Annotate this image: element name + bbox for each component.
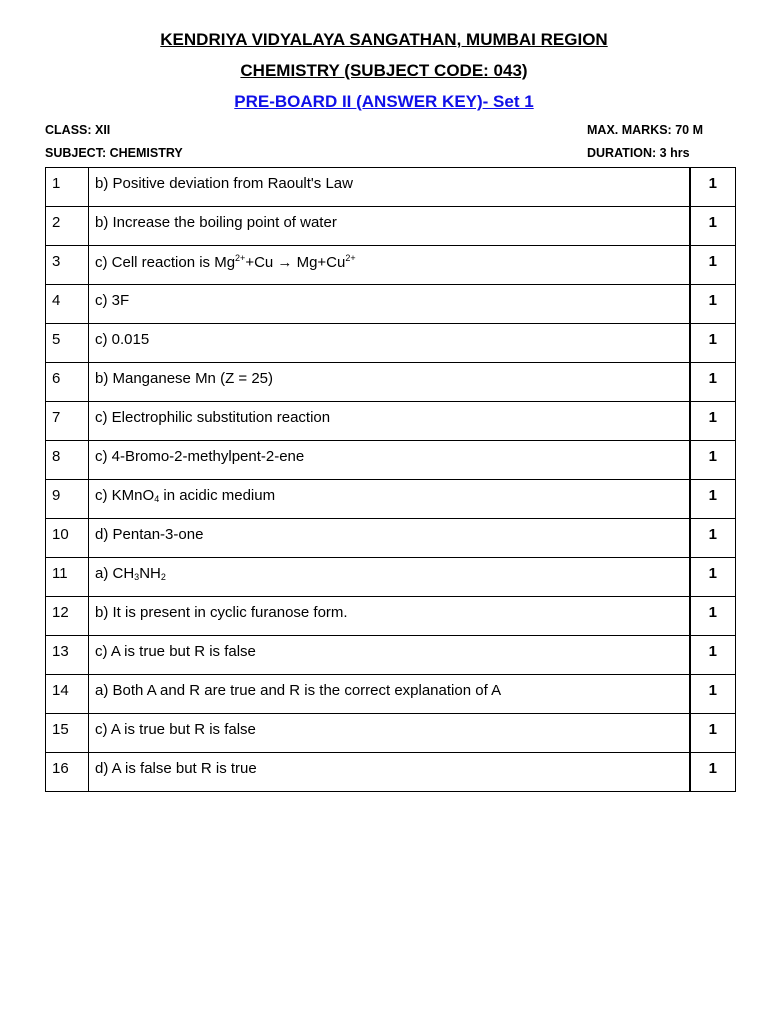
table-row: [46, 441, 736, 480]
marks-cell: 1: [690, 441, 736, 480]
answer-text: [89, 480, 690, 519]
table-row: [46, 324, 736, 363]
marks-cell: 1: [690, 753, 736, 792]
question-number: 5: [46, 324, 89, 363]
answer-text: d) A is false but R is true: [89, 753, 690, 792]
table-row: [46, 246, 736, 285]
question-number: 13: [46, 636, 89, 675]
answer-text: a) Both A and R are true and R is the correct explanation of A: [89, 675, 690, 714]
document-title: KENDRIYA VIDYALAYA SANGATHAN, MUMBAI REGION: [160, 30, 608, 49]
marks-cell: 1: [690, 480, 736, 519]
answer-text-part: a) CH: [95, 565, 135, 582]
answer-text: [89, 246, 690, 285]
table-row: [46, 675, 736, 714]
marks-cell: 1: [690, 675, 736, 714]
question-number: 10: [46, 519, 89, 558]
table-row: [46, 753, 736, 792]
question-number: 14: [46, 675, 89, 714]
charge-superscript: 2+: [235, 253, 246, 263]
table-row: [46, 558, 736, 597]
table-row: [46, 636, 736, 675]
subject-code-heading: CHEMISTRY (SUBJECT CODE: 043): [240, 61, 528, 80]
marks-cell: 1: [690, 285, 736, 324]
table-row: [46, 714, 736, 753]
answer-text: c) Electrophilic substitution reaction: [89, 402, 690, 441]
marks-cell: 1: [690, 714, 736, 753]
question-number: 7: [46, 402, 89, 441]
answer-text: c) 0.015: [89, 324, 690, 363]
answer-key-heading: PRE-BOARD II (ANSWER KEY)- Set 1: [234, 92, 534, 111]
marks-cell: 1: [690, 363, 736, 402]
table-row: [46, 402, 736, 441]
table-row: [46, 285, 736, 324]
question-number: 12: [46, 597, 89, 636]
table-row: [46, 363, 736, 402]
table-row: [46, 168, 736, 207]
subject-label: SUBJECT: CHEMISTRY: [45, 146, 183, 160]
answer-text: b) It is present in cyclic furanose form.: [89, 597, 690, 636]
answer-text: c) A is true but R is false: [89, 714, 690, 753]
answer-text-part: c) KMnO: [95, 487, 155, 504]
question-number: 4: [46, 285, 89, 324]
answer-text: c) 4-Bromo-2-methylpent-2-ene: [89, 441, 690, 480]
marks-cell: 1: [690, 324, 736, 363]
answer-text: b) Positive deviation from Raoult's Law: [89, 168, 690, 207]
answer-text: b) Manganese Mn (Z = 25): [89, 363, 690, 402]
formula-subscript: 4: [154, 494, 160, 504]
table-row: [46, 597, 736, 636]
charge-superscript: 2+: [345, 253, 356, 263]
answer-text: c) A is true but R is false: [89, 636, 690, 675]
marks-cell: 1: [690, 207, 736, 246]
table-row: [46, 480, 736, 519]
answer-text-part: in acidic medium: [159, 487, 276, 504]
question-number: 9: [46, 480, 89, 519]
answer-text: b) Increase the boiling point of water: [89, 207, 690, 246]
max-marks-label: MAX. MARKS: 70 M: [587, 123, 703, 137]
question-number: 6: [46, 363, 89, 402]
answer-text-part: +Cu → Mg+Cu: [245, 254, 346, 271]
formula-subscript: 3: [134, 572, 140, 582]
marks-cell: 1: [690, 519, 736, 558]
marks-cell: 1: [690, 402, 736, 441]
answer-text-part: NH: [139, 565, 161, 582]
table-row: [46, 207, 736, 246]
class-label: CLASS: XII: [45, 123, 111, 137]
question-number: 16: [46, 753, 89, 792]
question-number: 3: [46, 246, 89, 285]
question-number: 1: [46, 168, 89, 207]
answer-text: [89, 558, 690, 597]
answer-text: d) Pentan-3-one: [89, 519, 690, 558]
marks-cell: 1: [690, 246, 736, 285]
question-number: 11: [46, 558, 89, 597]
marks-cell: 1: [690, 636, 736, 675]
duration-label: DURATION: 3 hrs: [587, 146, 690, 160]
table-row: [46, 519, 736, 558]
answer-key-table: [45, 167, 736, 792]
marks-cell: 1: [690, 597, 736, 636]
question-number: 8: [46, 441, 89, 480]
question-number: 15: [46, 714, 89, 753]
question-number: 2: [46, 207, 89, 246]
marks-cell: 1: [690, 558, 736, 597]
formula-subscript: 2: [160, 572, 166, 582]
answer-text: c) 3F: [89, 285, 690, 324]
answer-text-part: c) Cell reaction is Mg: [95, 254, 236, 271]
marks-cell: 1: [690, 168, 736, 207]
